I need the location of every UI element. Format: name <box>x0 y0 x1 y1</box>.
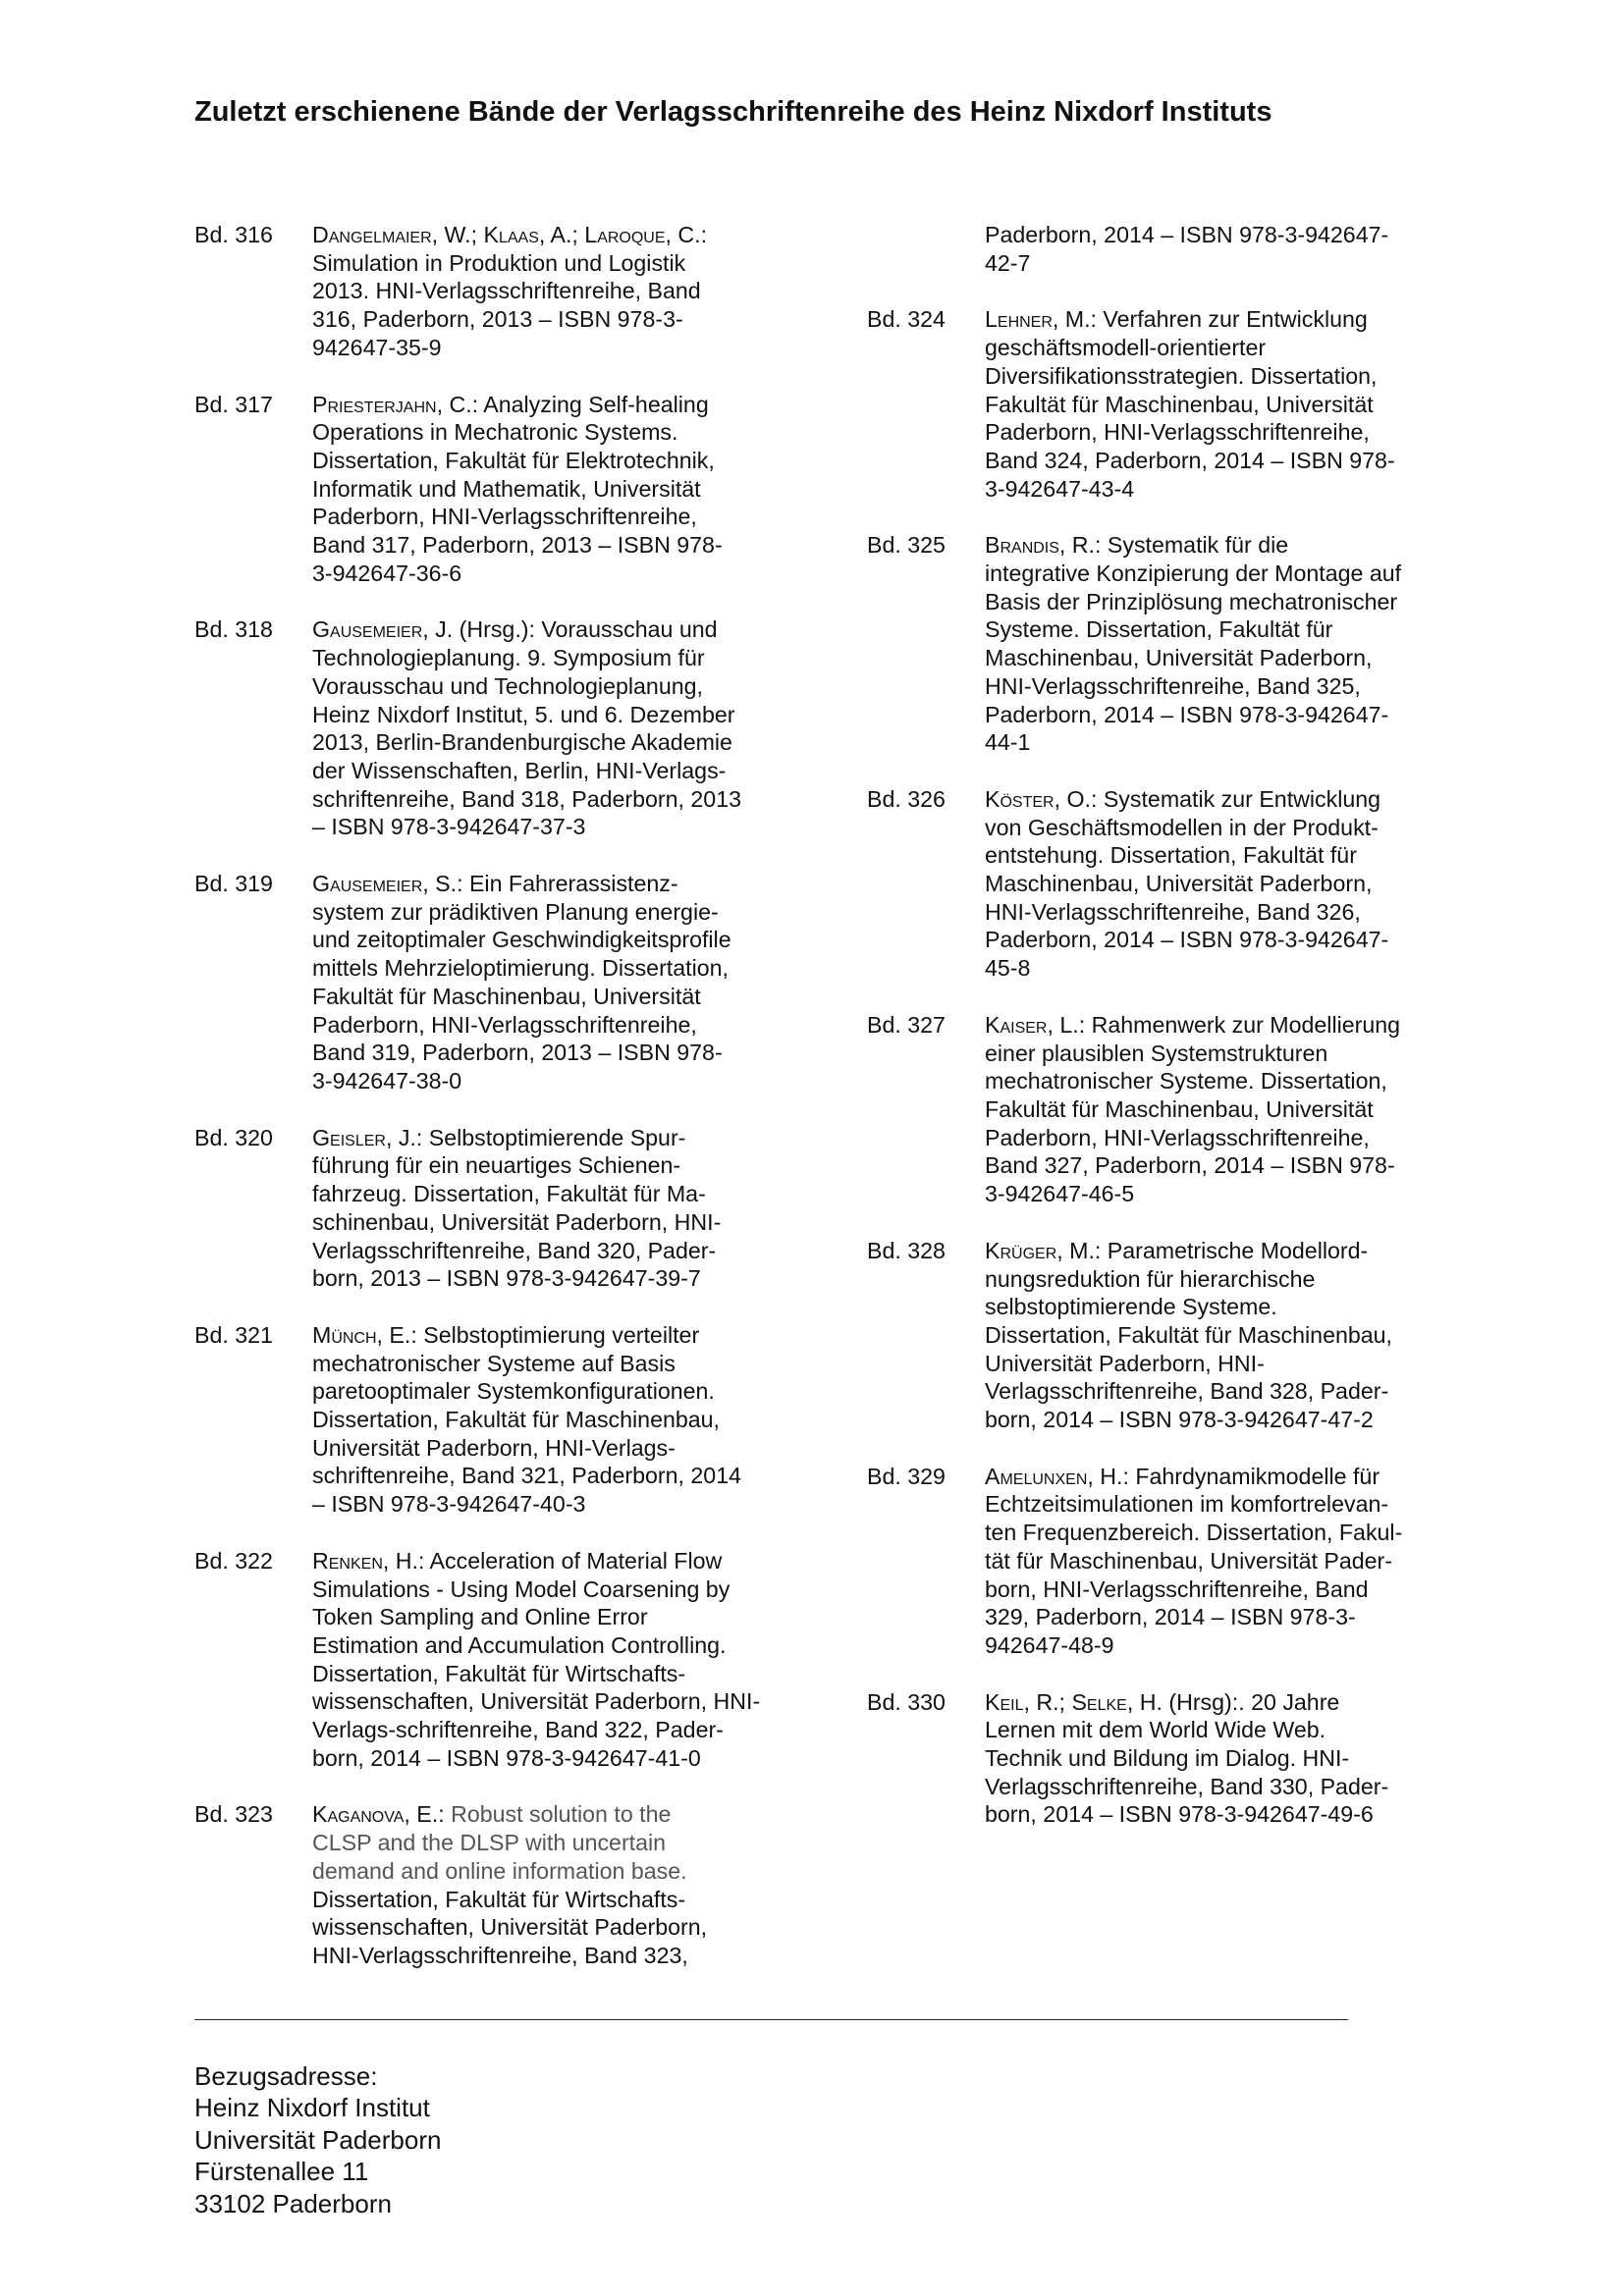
entry-line: führung für ein neuartiges Schienen- <box>312 1152 681 1179</box>
entry-line: HNI-Verlagsschriftenreihe, Band 323, <box>312 1942 688 1968</box>
page-title: Zuletzt erschienene Bände der Verlagsschriftenreihe des Heinz Nixdorf Instituts <box>194 96 1272 128</box>
entry-line <box>985 1011 1495 1040</box>
entry-line: Universität Paderborn, HNI-Verlags- <box>312 1434 676 1461</box>
volume-entry <box>867 531 1495 757</box>
entry-line: Dissertation, Fakultät für Maschinenbau, <box>312 1407 720 1433</box>
volume-citation <box>985 531 1495 757</box>
entry-line <box>312 1857 823 1886</box>
entry-line: Echtzeitsimulationen im komfortrelevan- <box>985 1491 1389 1518</box>
entry-line: Vorausschau und Technologieplanung, <box>312 672 703 699</box>
entry-line: Verlagsschriftenreihe, Band 330, Pader- <box>985 1773 1389 1799</box>
volume-entry <box>867 1011 1495 1208</box>
volume-number: Bd. 323 <box>194 1801 273 1828</box>
divider <box>194 2019 1348 2020</box>
entry-line: 45-8 <box>985 955 1031 982</box>
text-segment: , E.: Selbstoptimierung verteilter <box>376 1321 700 1348</box>
author-name: Kaiser <box>985 1011 1048 1038</box>
entry-line <box>312 1124 823 1152</box>
author-name: Gausemeier <box>312 616 423 643</box>
text-segment: , J. (Hrsg.): Vorausschau und <box>422 616 718 643</box>
entry-line: Paderborn, 2014 – ISBN 978-3-942647- <box>985 927 1389 953</box>
entry-line: fahrzeug. Dissertation, Fakultät für Ma- <box>312 1181 706 1207</box>
entry-line: 316, Paderborn, 2013 – ISBN 978-3- <box>312 306 683 333</box>
text-segment: , A.; <box>538 222 585 247</box>
entry-line: Band 327, Paderborn, 2014 – ISBN 978- <box>985 1152 1395 1179</box>
volume-citation <box>312 870 823 1095</box>
volume-entry <box>194 615 823 841</box>
entry-line: Paderborn, HNI-Verlagsschriftenreihe, <box>985 1124 1370 1150</box>
address-line: Bezugsadresse: <box>194 2061 378 2091</box>
volume-entry <box>194 1547 823 1773</box>
entry-line: Band 324, Paderborn, 2014 – ISBN 978- <box>985 447 1395 473</box>
author-name: Kaganova <box>312 1801 405 1828</box>
entry-line: Dissertation, Fakultät für Wirtschafts- <box>312 1886 686 1912</box>
text-segment: , H.: Acceleration of Material Flow <box>382 1547 723 1574</box>
entry-line: born, HNI-Verlagsschriftenreihe, Band <box>985 1575 1369 1602</box>
entry-line: Maschinenbau, Universität Paderborn, <box>985 871 1373 897</box>
entry-line: Verlagsschriftenreihe, Band 320, Pader- <box>312 1237 717 1263</box>
volume-citation <box>312 615 823 841</box>
address-line: Universität Paderborn <box>194 2124 442 2155</box>
entry-line: Heinz Nixdorf Institut, 5. und 6. Dezember <box>312 701 735 727</box>
entry-line: Operations in Mechatronic Systems. <box>312 419 678 446</box>
text-segment: , E.: <box>404 1801 452 1828</box>
entry-line: Technik und Bildung im Dialog. HNI- <box>985 1745 1350 1772</box>
text-segment: , W.; <box>431 222 484 247</box>
continued-entry <box>867 221 1495 277</box>
volume-citation <box>985 305 1495 503</box>
volume-citation <box>985 1463 1495 1660</box>
entry-line: – ISBN 978-3-942647-37-3 <box>312 814 586 840</box>
author-name: Krüger <box>985 1237 1057 1263</box>
entry-line: Paderborn, HNI-Verlagsschriftenreihe, <box>985 419 1370 446</box>
entry-line: Paderborn, HNI-Verlagsschriftenreihe, <box>312 1011 697 1038</box>
title-text: CLSP and the DLSP with uncertain <box>312 1830 667 1856</box>
entry-line: von Geschäftsmodellen in der Produkt- <box>985 814 1379 840</box>
text-segment: , C.: <box>665 222 708 247</box>
volume-citation <box>312 1321 823 1519</box>
author-name: Geisler <box>312 1124 386 1150</box>
entry-line: Dissertation, Fakultät für Maschinenbau, <box>985 1321 1392 1348</box>
entry-line: und zeitoptimaler Geschwindigkeitsprofile <box>312 927 731 953</box>
entry-line: entstehung. Dissertation, Fakultät für <box>985 842 1357 869</box>
volume-entry <box>867 305 1495 503</box>
volume-citation <box>985 1011 1495 1208</box>
entry-line: Dissertation, Fakultät für Wirtschafts- <box>312 1660 686 1686</box>
entry-line: Fakultät für Maschinenbau, Universität <box>985 391 1374 417</box>
entry-line: Technologieplanung. 9. Symposium für <box>312 645 705 671</box>
entry-line <box>985 1237 1495 1265</box>
text-segment: , H. (Hrsg):. 20 Jahre <box>1126 1688 1340 1715</box>
entry-line: einer plausiblen Systemstrukturen <box>985 1040 1328 1066</box>
text-segment: , C.: Analyzing Self-healing <box>436 391 709 417</box>
entry-line <box>312 870 823 898</box>
entry-line: geschäftsmodell-orientierter <box>985 335 1267 361</box>
volume-citation <box>985 785 1495 983</box>
volume-entry <box>194 221 823 362</box>
entry-line: Maschinenbau, Universität Paderborn, <box>985 645 1373 671</box>
entry-line: ten Frequenzbereich. Dissertation, Fakul- <box>985 1520 1403 1546</box>
volume-number: Bd. 330 <box>867 1688 946 1715</box>
entry-line: 3-942647-43-4 <box>985 475 1135 502</box>
author-name: Priesterjahn <box>312 391 437 417</box>
volume-entry <box>194 1321 823 1519</box>
volume-number: Bd. 328 <box>867 1237 946 1263</box>
entry-line: 942647-35-9 <box>312 334 442 360</box>
entry-line: Fakultät für Maschinenbau, Universität <box>985 1095 1374 1122</box>
entry-line: Universität Paderborn, HNI- <box>985 1350 1265 1376</box>
entry-line: schinenbau, Universität Paderborn, HNI- <box>312 1208 722 1235</box>
entry-line: Systeme. Dissertation, Fakultät für <box>985 616 1333 643</box>
entry-line <box>985 305 1495 334</box>
volume-entry <box>867 1688 1495 1830</box>
volume-citation <box>985 1688 1495 1830</box>
volume-number: Bd. 316 <box>194 222 273 247</box>
entry-line: Paderborn, HNI-Verlagsschriftenreihe, <box>312 504 697 530</box>
entry-line: 3-942647-46-5 <box>985 1181 1135 1207</box>
author-name: Renken <box>312 1547 383 1574</box>
entry-line <box>985 785 1495 814</box>
entry-line: HNI-Verlagsschriftenreihe, Band 326, <box>985 898 1361 925</box>
entry-line: Informatik und Mathematik, Universität <box>312 475 701 502</box>
volume-number: Bd. 327 <box>867 1011 946 1038</box>
author-name: Gausemeier <box>312 871 423 897</box>
entry-line: Paderborn, 2014 – ISBN 978-3-942647- <box>985 701 1389 727</box>
entry-line: selbstoptimierende Systeme. <box>985 1294 1277 1320</box>
entry-line: 3-942647-36-6 <box>312 560 462 586</box>
entry-line: Simulations - Using Model Coarsening by <box>312 1575 730 1602</box>
entry-line: Diversifikationsstrategien. Dissertation, <box>985 362 1378 389</box>
entry-line: born, 2014 – ISBN 978-3-942647-47-2 <box>985 1407 1374 1433</box>
entry-line: Fakultät für Maschinenbau, Universität <box>312 983 701 1009</box>
entry-line: tät für Maschinenbau, Universität Pader- <box>985 1547 1392 1574</box>
volume-entry <box>867 1463 1495 1660</box>
entry-line: mittels Mehrzieloptimierung. Dissertation, <box>312 955 729 982</box>
entry-line: Simulation in Produktion und Logistik <box>312 249 686 276</box>
text-segment: , M.: Parametrische Modellord- <box>1056 1237 1369 1263</box>
left-column <box>194 221 823 1999</box>
volume-citation <box>312 221 823 362</box>
text-segment: , S.: Ein Fahrerassistenz- <box>422 871 678 897</box>
volume-entry <box>194 1800 823 1969</box>
entry-line: Verlagsschriftenreihe, Band 328, Pader- <box>985 1378 1389 1405</box>
entry-line <box>312 1829 823 1857</box>
volume-entry <box>194 1124 823 1293</box>
entry-line <box>985 531 1495 560</box>
author-name: Klaas <box>483 222 539 247</box>
volume-citation <box>312 1800 823 1969</box>
entry-line <box>312 391 823 419</box>
text-segment: , R.; <box>1023 1688 1072 1715</box>
author-name: Laroque <box>584 222 666 247</box>
entry-line: born, 2013 – ISBN 978-3-942647-39-7 <box>312 1265 701 1292</box>
entry-line: Paderborn, 2014 – ISBN 978-3-942647- <box>985 222 1389 247</box>
entry-line: 44-1 <box>985 729 1031 756</box>
volume-number: Bd. 325 <box>867 532 946 559</box>
volume-citation <box>312 1124 823 1293</box>
entry-line: integrative Konzipierung der Montage auf <box>985 561 1402 587</box>
address-line: 33102 Paderborn <box>194 2188 392 2218</box>
entry-line: Verlags-schriftenreihe, Band 322, Pader- <box>312 1717 724 1743</box>
author-name: Münch <box>312 1321 377 1348</box>
entry-line: 942647-48-9 <box>985 1631 1114 1658</box>
text-segment: , H.: Fahrdynamikmodelle für <box>1087 1463 1380 1489</box>
volume-entry <box>194 870 823 1095</box>
address-line: Fürstenallee 11 <box>194 2157 369 2187</box>
author-name: Selke <box>1071 1688 1127 1715</box>
address-line: Heinz Nixdorf Institut <box>194 2093 430 2123</box>
text-segment: , J.: Selbstoptimierende Spur- <box>385 1124 686 1150</box>
text-segment: , R.: Systematik für die <box>1058 532 1289 559</box>
volume-entry <box>867 1237 1495 1434</box>
entry-line <box>312 1321 823 1350</box>
entry-line: Band 319, Paderborn, 2013 – ISBN 978- <box>312 1040 723 1066</box>
entry-line: Band 317, Paderborn, 2013 – ISBN 978- <box>312 532 723 559</box>
author-name: Keil <box>985 1688 1024 1715</box>
entry-line: Estimation and Accumulation Controlling. <box>312 1631 727 1658</box>
entry-line <box>985 1463 1495 1491</box>
entry-line <box>312 221 823 249</box>
address-block <box>194 2060 441 2219</box>
right-column <box>867 221 1495 1857</box>
text-segment: , M.: Verfahren zur Entwicklung <box>1052 306 1368 333</box>
entry-line: der Wissenschaften, Berlin, HNI-Verlags- <box>312 757 727 783</box>
entry-line: born, 2014 – ISBN 978-3-942647-49-6 <box>985 1801 1374 1828</box>
author-name: Dangelmaier <box>312 222 432 247</box>
volume-number: Bd. 329 <box>867 1463 946 1489</box>
volume-citation <box>312 1547 823 1773</box>
entry-line: Basis der Prinziplösung mechatronischer <box>985 588 1398 614</box>
volume-entry <box>194 391 823 588</box>
entry-line: 2013. HNI-Verlagsschriftenreihe, Band <box>312 278 701 304</box>
volume-number: Bd. 320 <box>194 1124 273 1150</box>
entry-line <box>312 1800 823 1829</box>
volume-number: Bd. 319 <box>194 871 273 897</box>
entry-line: HNI-Verlagsschriftenreihe, Band 325, <box>985 672 1361 699</box>
entry-line: schriftenreihe, Band 321, Paderborn, 2014 <box>312 1463 741 1489</box>
author-name: Brandis <box>985 532 1059 559</box>
volume-citation <box>985 1237 1495 1434</box>
title-text: demand and online information base. <box>312 1857 687 1884</box>
entry-line: Token Sampling and Online Error <box>312 1604 648 1630</box>
text-segment: , O.: Systematik zur Entwicklung <box>1054 785 1381 812</box>
entry-line: 3-942647-38-0 <box>312 1067 462 1094</box>
volume-number: Bd. 326 <box>867 785 946 812</box>
entry-line: Dissertation, Fakultät für Elektrotechnik, <box>312 447 715 473</box>
entry-line <box>312 1547 823 1575</box>
entry-line: Lernen mit dem World Wide Web. <box>985 1717 1326 1743</box>
entry-line: paretooptimaler Systemkonfigurationen. <box>312 1378 715 1405</box>
author-name: Amelunxen <box>985 1463 1088 1489</box>
author-name: Köster <box>985 785 1055 812</box>
entry-line: nungsreduktion für hierarchische <box>985 1265 1316 1292</box>
entry-line: schriftenreihe, Band 318, Paderborn, 2013 <box>312 785 741 812</box>
entry-line <box>312 615 823 644</box>
entry-line: wissenschaften, Universität Paderborn, HNI- <box>312 1688 761 1715</box>
volume-number: Bd. 321 <box>194 1321 273 1348</box>
author-name: Lehner <box>985 306 1053 333</box>
entry-line: born, 2014 – ISBN 978-3-942647-41-0 <box>312 1744 701 1771</box>
entry-line: – ISBN 978-3-942647-40-3 <box>312 1491 586 1518</box>
entry-line <box>985 1688 1495 1717</box>
volume-number: Bd. 322 <box>194 1547 273 1574</box>
entry-line: wissenschaften, Universität Paderborn, <box>312 1914 708 1941</box>
volume-number: Bd. 317 <box>194 391 273 417</box>
volume-entry <box>867 785 1495 983</box>
entry-line: mechatronischer Systeme auf Basis <box>312 1350 676 1376</box>
entry-line: system zur prädiktiven Planung energie- <box>312 898 719 925</box>
volume-number: Bd. 324 <box>867 306 946 333</box>
volume-number: Bd. 318 <box>194 616 273 643</box>
entry-line: 42-7 <box>985 249 1031 276</box>
entry-line: mechatronischer Systeme. Dissertation, <box>985 1068 1387 1095</box>
text-segment: , L.: Rahmenwerk zur Modellierung <box>1047 1011 1401 1038</box>
entry-line: 329, Paderborn, 2014 – ISBN 978-3- <box>985 1604 1356 1630</box>
title-text: Robust solution to the <box>451 1801 672 1828</box>
volume-citation <box>312 391 823 588</box>
entry-line: 2013, Berlin-Brandenburgische Akademie <box>312 729 732 756</box>
